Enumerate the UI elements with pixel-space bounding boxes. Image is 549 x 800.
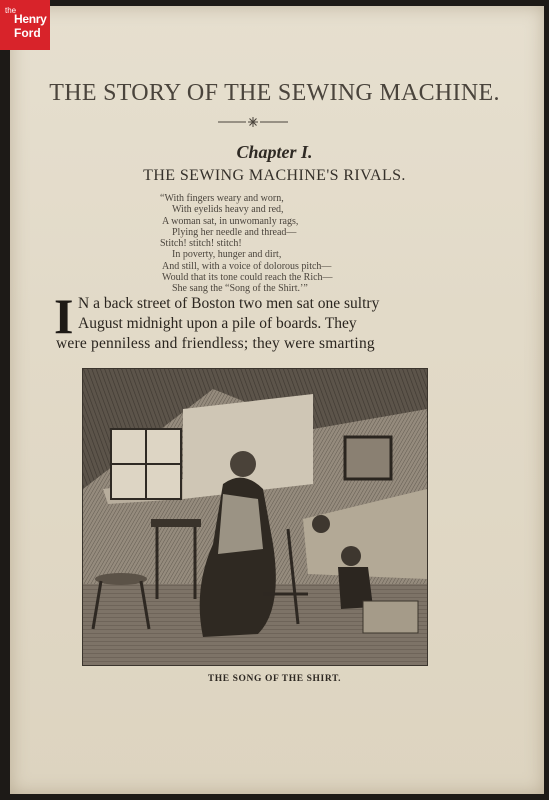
- ornament-divider-icon: [218, 116, 288, 128]
- body-line: were penniless and friendless; they were smarting: [56, 335, 375, 352]
- poem-line: Stitch! stitch! stitch!: [160, 238, 242, 250]
- chapter-heading: Chapter I.: [236, 142, 313, 162]
- poem-line: Would that its tone could reach the Rich—: [162, 272, 333, 284]
- drop-cap: I: [54, 288, 74, 344]
- henry-ford-logo: [0, 0, 50, 50]
- illustration-caption: THE SONG OF THE SHIRT.: [207, 674, 342, 684]
- poem-line: Plying her needle and thread—: [172, 226, 297, 238]
- poem-line: “With fingers weary and worn,: [160, 193, 284, 204]
- page-title: THE STORY OF THE SEWING MACHINE.: [49, 80, 500, 106]
- poem-line: With eyelids heavy and red,: [172, 204, 284, 216]
- poem-line: She sang the “Song of the Shirt.’”: [172, 283, 308, 295]
- body-line: N a back street of Boston two men sat one sultry: [78, 295, 380, 312]
- engraving-illustration: [82, 368, 428, 666]
- poem-line: A woman sat, in unwomanly rags,: [162, 215, 299, 227]
- poem-line: In poverty, hunger and dirt,: [172, 249, 282, 261]
- logo-ford: Ford: [14, 26, 41, 40]
- logo-henry: Henry: [14, 12, 47, 26]
- poem-line: And still, with a voice of dolorous pitch—: [162, 260, 332, 272]
- logo-the: the: [5, 6, 17, 15]
- body-line: August midnight upon a pile of boards. They: [78, 315, 357, 332]
- poem-epigraph: [160, 193, 333, 295]
- chapter-subtitle: THE SEWING MACHINE'S RIVALS.: [143, 167, 406, 184]
